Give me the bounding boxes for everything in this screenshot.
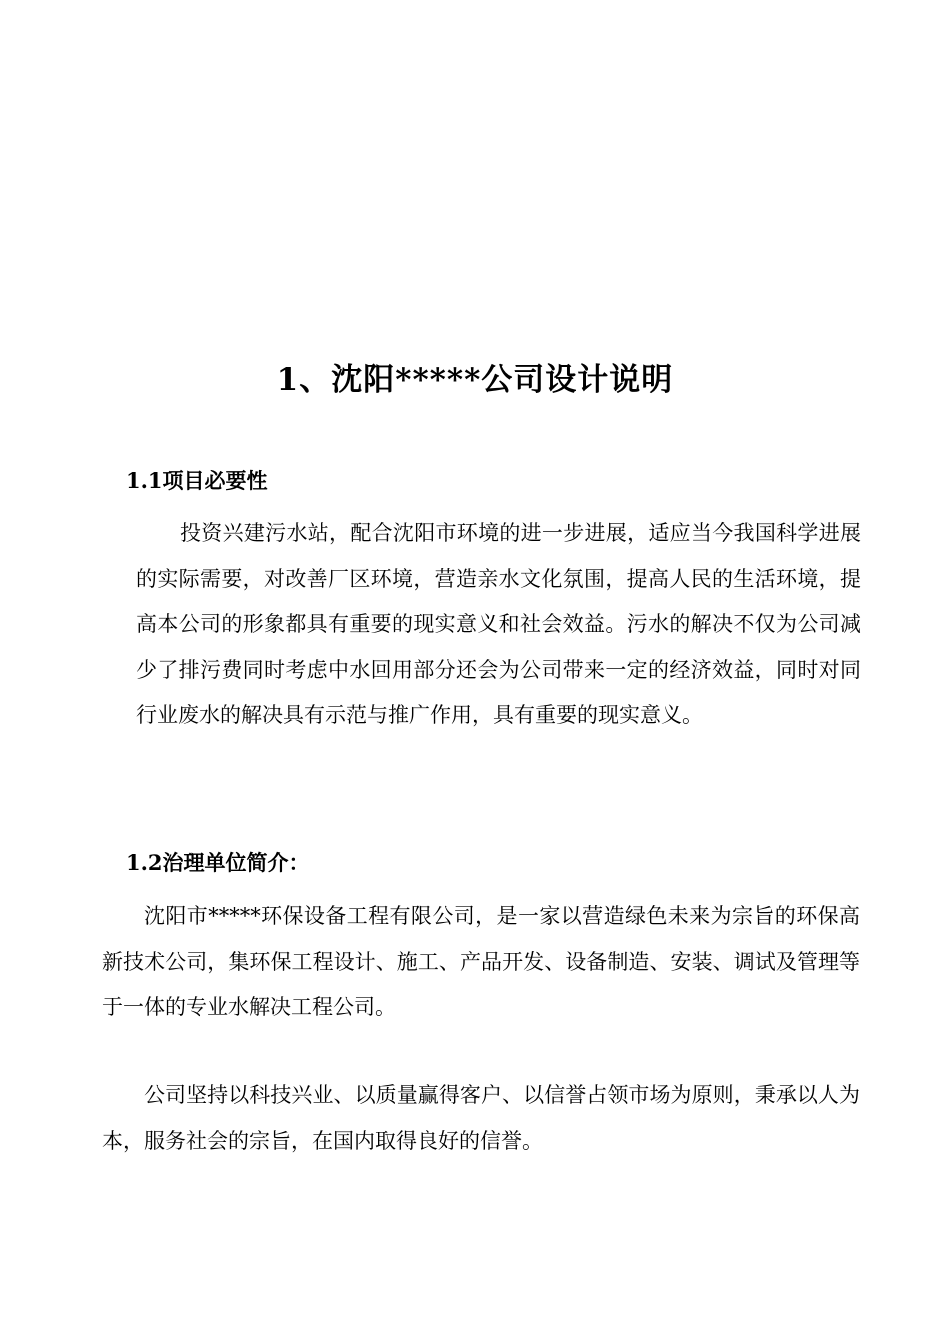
section-heading-company-profile: 1.2治理单位简介： xyxy=(126,850,310,875)
document-title: 1、沈阳*****公司设计说明 xyxy=(276,362,674,398)
section-paragraph-company-intro: 沈阳市*****环保设备工程有限公司，是一家以营造绿色未来为宗旨的环保高新技术公司，集环保工程设计、施工、产品开发、设备制造、安装、调试及管理等于一体的专业水解决工程公司。 xyxy=(102,904,860,1019)
section-heading-necessity: 1.1项目必要性 xyxy=(126,468,268,493)
section-paragraph-company-principles: 公司坚持以科技兴业、以质量赢得客户、以信誉占领市场为原则，秉承以人为本，服务社会的宗旨，在国内取得良好的信誉。 xyxy=(102,1083,860,1153)
section-paragraph-necessity: 投资兴建污水站，配合沈阳市环境的进一步进展，适应当今我国科学进展的实际需要，对改善厂区环境，营造亲水文化氛围，提高人民的生活环境，提高本公司的形象都具有重要的现实意义和社会效益。污水的解决不仅为公司减少了排污费同时考虑中水回用部分还会为公司带来一定的经济效益，同时对同行业废水的解决具有示范与推广作用，具有重要的现实意义。 xyxy=(136,521,861,728)
